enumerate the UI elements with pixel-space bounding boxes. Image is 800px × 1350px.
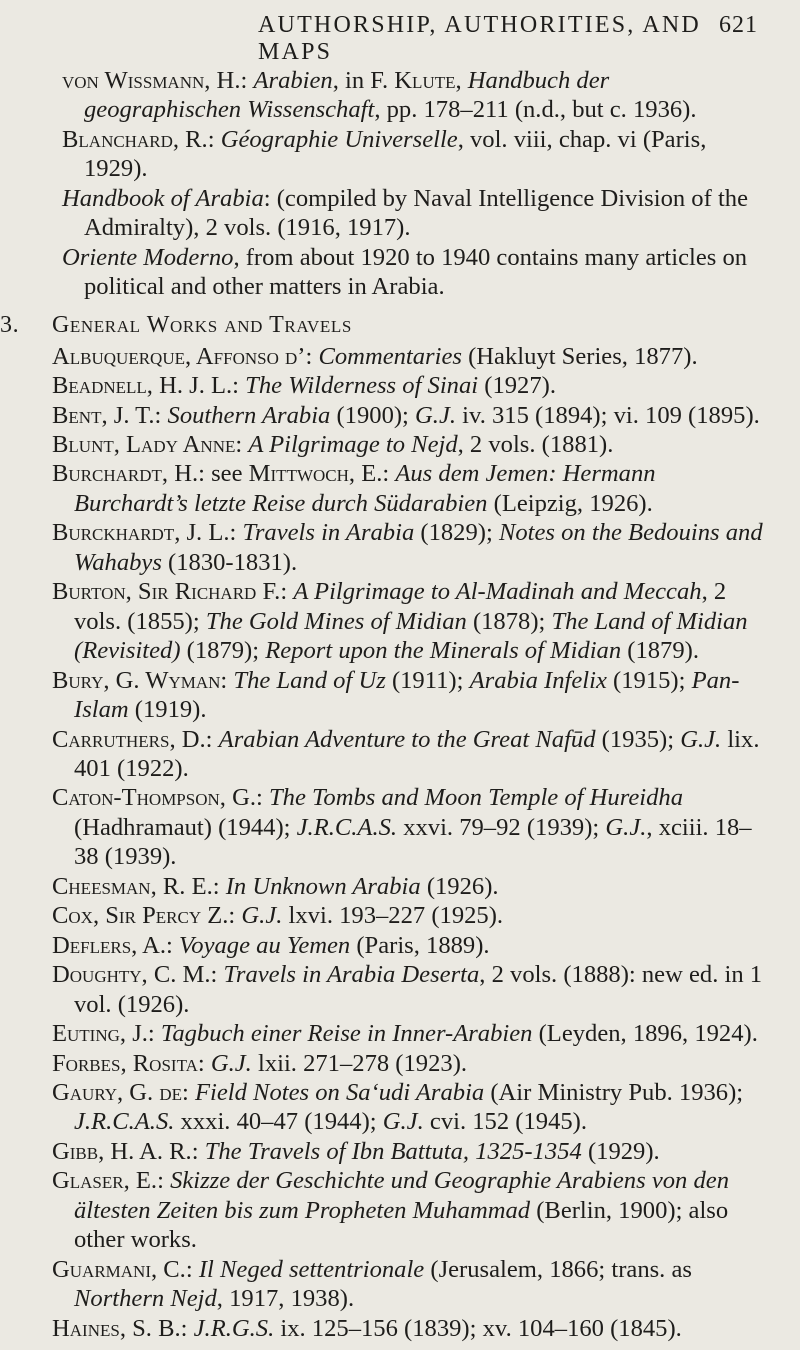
bibliography-entry (0, 243, 770, 302)
entry-text: (Berlin, 1900); also other works. (74, 1196, 729, 1254)
bibliography-entry (0, 901, 770, 930)
entry-title: G.J. (382, 1108, 424, 1136)
entry-title: Travels in Arabia (242, 519, 415, 547)
entry-title: Il Neged settentrionale (198, 1255, 425, 1283)
entry-text: cvi. 152 (1945). (423, 1108, 587, 1136)
bibliography-entry (0, 960, 770, 1019)
entry-text: , 1917, 1938). (216, 1285, 355, 1313)
entry-title: Commentaries (318, 342, 462, 370)
entry-title: Tagbuch einer Reise in Inner-Arabien (160, 1020, 533, 1048)
entry-text: , 2 vols. (1888): new ed. in 1 vol. (1926). (74, 961, 763, 1018)
entry-text: (1911); (385, 666, 470, 694)
bibliography-entry (0, 184, 770, 243)
entry-title: Northern Nejd (74, 1285, 217, 1313)
bibliography-entry (0, 459, 770, 518)
bibliography-entry (0, 1019, 770, 1048)
entry-title: G.J. (210, 1049, 252, 1077)
entry-text: (Jerusalem, 1866; trans. as (424, 1255, 692, 1283)
bibliography-entry (0, 1078, 770, 1137)
entry-author: Cox, Sir Percy Z.: (52, 902, 236, 930)
entry-author: Beadnell, H. J. L.: (52, 372, 239, 400)
entry-author: Haines, S. B.: (52, 1314, 188, 1342)
entry-text: (Air Ministry Pub. 1936); (484, 1078, 744, 1106)
entry-author: Blunt, Lady Anne: (52, 430, 243, 458)
entry-title: Géographie Universelle (220, 125, 458, 153)
entry-title: Travels in Arabia Deserta (223, 961, 480, 989)
entry-author: Doughty, C. M.: (52, 961, 218, 989)
entry-text: (Hakluyt Series, 1877). (461, 342, 698, 370)
entry-author: Burton, Sir Richard F.: (52, 578, 288, 606)
entry-text: , xciii. 18–38 (1939). (74, 813, 752, 871)
entry-text: , E.: (348, 460, 396, 488)
entry-text: , in F. (332, 67, 395, 94)
entry-text: (1929). (581, 1137, 660, 1165)
entry-title: Skizze der Geschichte und Geographie Arabiens von den ältesten Zeiten bis zum Propheten Muhammad (74, 1167, 729, 1224)
running-title: AUTHORSHIP, AUTHORITIES, AND MAPS (258, 12, 701, 65)
entry-title: The Tombs and Moon Temple of Hureidha (268, 784, 683, 812)
entry-author: Bury, G. Wyman: (52, 666, 228, 694)
entry-text: xxvi. 79–92 (1939); (397, 813, 606, 841)
entry-title: J.R.G.S. (193, 1314, 275, 1342)
bibliography (0, 66, 800, 1343)
entry-title: The Land of Uz (233, 666, 386, 694)
entry-title: The Gold Mines of Midian (205, 607, 467, 635)
entry-title: Arabian Adventure to the Great Nafūd (218, 725, 596, 753)
entry-title: A Pilgrimage to Nejd (248, 430, 458, 458)
bibliography-entry (0, 1255, 770, 1314)
entry-text: (Leyden, 1896, 1924). (532, 1020, 758, 1048)
entry-author: Gaury, G. de: (52, 1078, 189, 1106)
entry-text: Mittwoch (248, 460, 349, 488)
entry-text: , 2 vols. (1855); (74, 578, 727, 635)
entry-author: Gibb, H. A. R.: (52, 1137, 199, 1165)
entry-author: Euting, J.: (52, 1020, 155, 1048)
page-number: 621 (719, 12, 758, 38)
entry-text: (1879); (180, 637, 266, 665)
entry-title: Voyage au Yemen (179, 931, 351, 959)
entry-title: A Pilgrimage to Al-Madinah and Meccah (293, 578, 702, 606)
entry-text: lix. 401 (1922). (74, 725, 760, 782)
entry-text: (1829); (414, 519, 499, 547)
entry-text: : (compiled by Naval Intelligence Division of the Admiralty), 2 vols. (1916, 1917). (84, 184, 748, 242)
entry-author: Caton-Thompson, G.: (52, 784, 263, 812)
entry-title: The Land of Midian (Revisited) (74, 607, 748, 665)
bibliography-entry (0, 1166, 770, 1254)
entry-title: Pan-Islam (74, 666, 740, 724)
entry-text: (Leipzig, 1926). (487, 489, 653, 517)
entry-author: Burchardt, H.: (52, 460, 205, 488)
section-title: General Works and Travels (52, 311, 352, 338)
entry-text: lxii. 271–278 (1923). (251, 1049, 468, 1077)
entry-title: J.R.C.A.S. (296, 813, 398, 841)
entry-title: Arabien (253, 67, 333, 94)
entry-author: Glaser, E.: (52, 1167, 164, 1195)
entry-author: Cheesman, R. E.: (52, 872, 220, 900)
running-header (258, 12, 758, 66)
entry-text: , 2 vols. (1881). (457, 430, 614, 458)
entry-title: Arabia Infelix (469, 666, 607, 694)
entry-author: Deflers, A.: (52, 931, 173, 959)
bibliography-entry (0, 783, 770, 871)
entry-title: Handbuch der geographischen Wissenschaft (84, 67, 610, 124)
entry-title: In Unknown Arabia (225, 872, 421, 900)
entry-title: Southern Arabia (167, 401, 331, 429)
bibliography-entry (0, 577, 770, 665)
entry-author: Burckhardt, J. L.: (52, 519, 237, 547)
entry-author: Blanchard, R.: (62, 125, 215, 153)
entry-text: iv. 315 (1894); vi. 109 (1895). (456, 401, 760, 429)
entry-text: (1919). (128, 696, 207, 724)
entry-author: von Wissmann, H.: (62, 67, 248, 94)
entry-text: ix. 125–156 (1839); xv. 104–160 (1845). (274, 1314, 682, 1342)
bibliography-entry (0, 430, 770, 459)
entry-text: (1915); (606, 666, 692, 694)
entry-text: , from about 1920 to 1940 contains many articles on political and other matters in Arabia. (84, 243, 748, 301)
bibliography-entry (0, 125, 770, 184)
entry-title: The Wilderness of Sinai (245, 372, 479, 400)
entry-text: lxvi. 193–227 (1925). (282, 902, 504, 930)
bibliography-entry (0, 725, 770, 784)
bibliography-entry (0, 1314, 770, 1343)
entry-text: (1830-1831). (161, 548, 298, 576)
bibliography-entry (0, 401, 770, 430)
bibliography-entry (0, 518, 770, 577)
entry-title: Report upon the Minerals of Midian (265, 637, 622, 665)
bibliography-entry (0, 342, 770, 371)
section-heading (0, 310, 800, 340)
entry-title: G.J. (605, 813, 647, 841)
previous-section-entries (0, 66, 800, 302)
bibliography-entry (0, 872, 770, 901)
entry-author: Forbes, Rosita: (52, 1049, 205, 1077)
entry-title: G.J. (680, 725, 722, 753)
bibliography-entry (0, 1049, 770, 1078)
entry-text: , (455, 67, 468, 94)
entry-author: Albuquerque, Affonso d’: (52, 342, 313, 370)
section-number: 3. (0, 311, 20, 338)
entry-author: Guarmani, C.: (52, 1255, 193, 1283)
entry-text: (1926). (420, 872, 499, 900)
entry-author: Carruthers, D.: (52, 725, 213, 753)
general-works-entries (0, 342, 800, 1343)
entry-title: Field Notes on Sa‘udi Arabia (195, 1078, 485, 1106)
entry-text: (1900); (330, 401, 416, 429)
bibliography-entry (0, 666, 770, 725)
entry-title: G.J. (415, 401, 457, 429)
entry-text: (Hadhramaut) (1944); (74, 813, 297, 841)
entry-text: see (204, 460, 249, 488)
entry-text: xxxi. 40–47 (1944); (174, 1108, 383, 1136)
entry-text: (Paris, 1889). (350, 931, 490, 959)
entry-text: (1879). (621, 637, 699, 665)
entry-title: G.J. (241, 902, 283, 930)
bibliography-entry (0, 931, 770, 960)
entry-title: Oriente Moderno (62, 243, 234, 271)
entry-title: The Travels of Ibn Battuta, 1325-1354 (204, 1137, 582, 1165)
bibliography-entry (0, 66, 770, 125)
entry-title: Notes on the Bedouins and Wahabys (74, 519, 763, 576)
entry-text: Klute (394, 67, 456, 94)
entry-text: (1927). (478, 372, 556, 400)
bibliography-entry (0, 1137, 770, 1166)
bibliography-entry (0, 371, 770, 400)
entry-text: , vol. viii, chap. vi (Paris, 1929). (84, 125, 707, 183)
entry-title: J.R.C.A.S. (74, 1108, 175, 1136)
entry-author: Bent, J. T.: (52, 401, 162, 429)
entry-text: (1935); (595, 725, 681, 753)
entry-text: (1878); (466, 607, 552, 635)
entry-title: Aus dem Jemen: Hermann Burchardt’s letzte Reise durch Südarabien (74, 460, 656, 517)
entry-text: , pp. 178–211 (n.d., but c. 1936). (374, 96, 697, 124)
entry-title: Handbook of Arabia (62, 184, 264, 212)
